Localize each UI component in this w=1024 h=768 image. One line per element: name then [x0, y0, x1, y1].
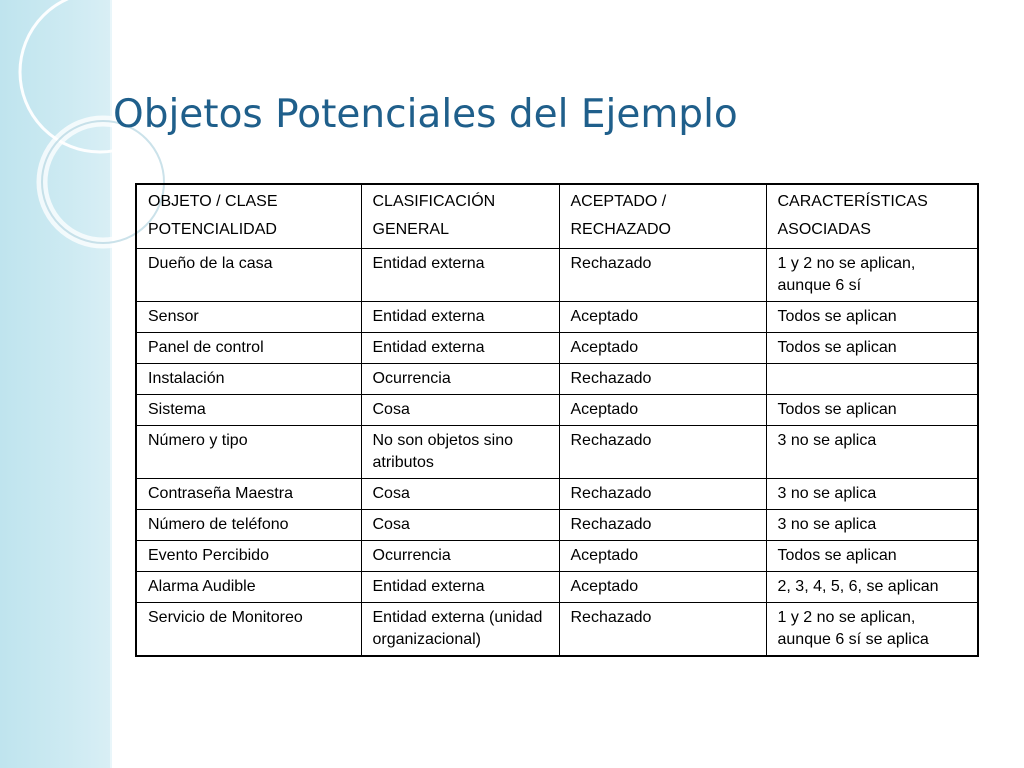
cell-clasificacion: Entidad externa [361, 333, 559, 364]
cell-caracteristicas: Todos se aplican [766, 541, 978, 572]
cell-clasificacion: Ocurrencia [361, 541, 559, 572]
header-clasificacion: CLASIFICACIÓN GENERAL [361, 184, 559, 249]
cell-estado: Aceptado [559, 302, 766, 333]
cell-clasificacion: Entidad externa [361, 249, 559, 302]
table-row [136, 364, 978, 395]
table-row [136, 395, 978, 426]
cell-estado: Aceptado [559, 395, 766, 426]
cell-objeto: Sensor [136, 302, 361, 333]
cell-estado: Aceptado [559, 572, 766, 603]
cell-clasificacion: Cosa [361, 395, 559, 426]
cell-estado: Rechazado [559, 426, 766, 479]
cell-clasificacion: Ocurrencia [361, 364, 559, 395]
cell-caracteristicas: 3 no se aplica [766, 426, 978, 479]
cell-clasificacion: Entidad externa [361, 572, 559, 603]
cell-objeto: Instalación [136, 364, 361, 395]
cell-objeto: Sistema [136, 395, 361, 426]
cell-objeto: Servicio de Monitoreo [136, 603, 361, 657]
cell-caracteristicas [766, 364, 978, 395]
table-row [136, 603, 978, 657]
cell-caracteristicas: Todos se aplican [766, 395, 978, 426]
header-objeto-clase: OBJETO / CLASE POTENCIALIDAD [136, 184, 361, 249]
cell-objeto: Contraseña Maestra [136, 479, 361, 510]
cell-clasificacion: Cosa [361, 479, 559, 510]
cell-objeto: Número y tipo [136, 426, 361, 479]
cell-objeto: Dueño de la casa [136, 249, 361, 302]
cell-caracteristicas: 2, 3, 4, 5, 6, se aplican [766, 572, 978, 603]
cell-caracteristicas: 3 no se aplica [766, 479, 978, 510]
cell-caracteristicas: 1 y 2 no se aplican, aunque 6 sí [766, 249, 978, 302]
cell-estado: Aceptado [559, 333, 766, 364]
cell-caracteristicas: 1 y 2 no se aplican, aunque 6 sí se aplica [766, 603, 978, 657]
cell-clasificacion: Entidad externa (unidad organizacional) [361, 603, 559, 657]
cell-clasificacion: Cosa [361, 510, 559, 541]
cell-estado: Rechazado [559, 510, 766, 541]
header-caracteristicas: CARACTERÍSTICAS ASOCIADAS [766, 184, 978, 249]
cell-objeto: Número de teléfono [136, 510, 361, 541]
table-row [136, 302, 978, 333]
table-container [135, 183, 977, 657]
objects-table [135, 183, 979, 657]
cell-estado: Rechazado [559, 479, 766, 510]
cell-clasificacion: Entidad externa [361, 302, 559, 333]
header-aceptado-rechazado: ACEPTADO / RECHAZADO [559, 184, 766, 249]
cell-clasificacion: No son objetos sino atributos [361, 426, 559, 479]
table-row [136, 333, 978, 364]
cell-estado: Rechazado [559, 603, 766, 657]
table-row [136, 479, 978, 510]
cell-estado: Rechazado [559, 249, 766, 302]
cell-caracteristicas: Todos se aplican [766, 302, 978, 333]
cell-estado: Aceptado [559, 541, 766, 572]
table-row [136, 541, 978, 572]
cell-estado: Rechazado [559, 364, 766, 395]
slide-title: Objetos Potenciales del Ejemplo [113, 92, 738, 137]
table-row [136, 426, 978, 479]
table-row [136, 572, 978, 603]
cell-objeto: Alarma Audible [136, 572, 361, 603]
table-header-row [136, 184, 978, 249]
table-row [136, 510, 978, 541]
cell-caracteristicas: Todos se aplican [766, 333, 978, 364]
cell-objeto: Panel de control [136, 333, 361, 364]
cell-caracteristicas: 3 no se aplica [766, 510, 978, 541]
table-row [136, 249, 978, 302]
cell-objeto: Evento Percibido [136, 541, 361, 572]
